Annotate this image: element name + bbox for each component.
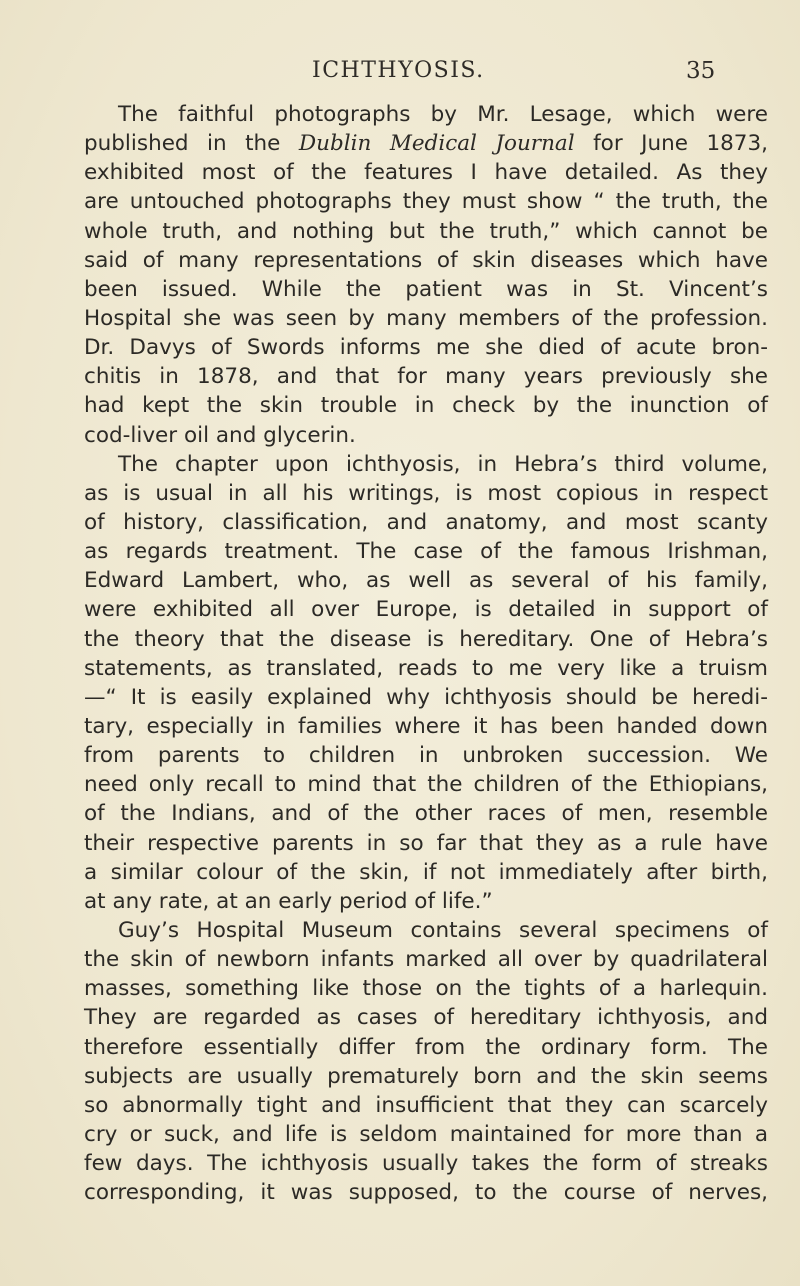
body-text [84, 100, 768, 1207]
text-line: Guy’s Hospital Museum contains several specimens of [118, 917, 768, 943]
text-line: Dr. Davys of Swords informs me she died of acute bron- [84, 335, 768, 361]
text-line: few days. The ichthyosis usually takes the form of streaks [84, 1151, 768, 1177]
text-line: tary, especially in families where it has been handed down [84, 713, 768, 739]
text-line: therefore essentially differ from the ordinary form. The [84, 1034, 768, 1060]
text-line: exhibited most of the features I have detailed. As they [84, 160, 768, 186]
text-line: said of many representations of skin diseases which have [84, 247, 768, 273]
text-line: so abnormally tight and insufficient that they can scarcely [84, 1092, 768, 1118]
text-line: Edward Lambert, who, as well as several of his family, [84, 568, 768, 594]
text-line: need only recall to mind that the children of the Ethiopians, [84, 772, 768, 798]
text-line: whole truth, and nothing but the truth,” which cannot be [84, 218, 768, 244]
text-line: They are regarded as cases of hereditary ichthyosis, and [84, 1005, 768, 1031]
text-line: the skin of newborn infants marked all over by quadrilateral [84, 947, 768, 973]
text-line: —“ It is easily explained why ichthyosis should be heredi- [84, 684, 768, 710]
text-line: chitis in 1878, and that for many years previously she [84, 364, 768, 390]
page-header [0, 58, 800, 88]
text-line [84, 129, 768, 158]
text-line: had kept the skin trouble in check by the inunction of [84, 393, 768, 419]
text-line: statements, as translated, reads to me very like a truism [84, 655, 768, 681]
text-segment: for June 1873, [574, 131, 768, 157]
text-line: a similar colour of the skin, if not immediately after birth, [84, 859, 768, 885]
text-line: cod-liver oil and glycerin. [84, 422, 356, 448]
text-line: from parents to children in unbroken succession. We [84, 743, 768, 769]
text-line: as regards treatment. The case of the famous Irishman, [84, 539, 768, 565]
text-line: were exhibited all over Europe, is detailed in support of [84, 597, 768, 623]
text-line: their respective parents in so far that they as a rule have [84, 830, 768, 856]
text-line: at any rate, at an early period of life.” [84, 888, 493, 914]
text-line: Hospital she was seen by many members of the profession. [84, 305, 768, 331]
text-line: subjects are usually prematurely born and the skin seems [84, 1063, 768, 1089]
text-line: been issued. While the patient was in St. Vincent’s [84, 276, 768, 302]
text-line: cry or suck, and life is seldom maintained for more than a [84, 1121, 768, 1147]
text-line: The faithful photographs by Mr. Lesage, which were [118, 102, 768, 127]
journal-title: Dublin Medical Journal [298, 131, 575, 157]
running-title: ICHTHYOSIS. [312, 58, 485, 83]
text-segment: published in the [84, 131, 299, 157]
page-number: 35 [686, 58, 716, 84]
text-line: The chapter upon ichthyosis, in Hebra’s third volume, [118, 451, 768, 477]
text-line: of history, classification, and anatomy, and most scanty [84, 509, 768, 535]
text-line: as is usual in all his writings, is most copious in respect [84, 480, 768, 506]
text-line: the theory that the disease is hereditary. One of Hebra’s [84, 626, 768, 652]
text-line: of the Indians, and of the other races of men, resemble [84, 801, 768, 827]
text-line: are untouched photographs they must show “ the truth, the [84, 189, 768, 215]
text-line: masses, something like those on the tights of a harlequin. [84, 976, 768, 1002]
text-line: corresponding, it was supposed, to the course of nerves, [84, 1180, 768, 1206]
